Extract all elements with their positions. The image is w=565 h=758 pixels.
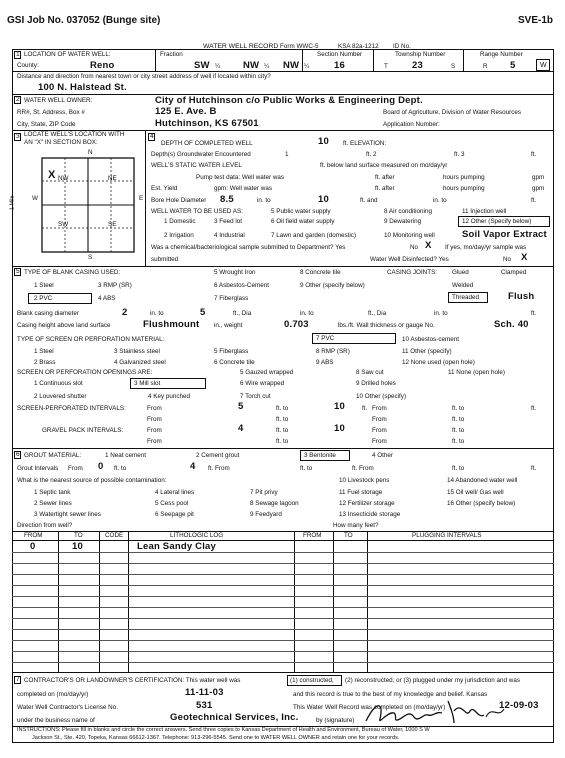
gpi-from-label: From (147, 427, 162, 434)
grout-ft-to-3: ft. to (452, 465, 465, 472)
county-value: Reno (90, 60, 115, 71)
blank-ft-dia-b: ft., Dia (368, 310, 387, 317)
log-row-line (12, 651, 554, 652)
township-value: 23 (412, 60, 423, 71)
casing-7: 7 Fiberglass (214, 295, 249, 302)
section-box-grid (42, 158, 142, 258)
disinfected-no: No (503, 256, 512, 263)
opening-1: 1 Continuous slot (34, 380, 83, 387)
screen-1: 1 Steel (34, 348, 54, 355)
contam-11: 11 Fuel storage (339, 489, 383, 496)
est-yield-gpm: gpm: Well water was (214, 185, 272, 192)
gpi-from-2: From (372, 427, 387, 434)
casing-5: 5 Wrought Iron (214, 269, 256, 276)
use-6: 6 Oil field water supply (271, 218, 335, 225)
log-row-line (12, 618, 554, 619)
blank-to-value: 5 (200, 307, 206, 318)
section-4-num: 4 (150, 133, 154, 140)
depth-value: 10 (318, 136, 329, 147)
yield-after: ft. after (375, 185, 395, 192)
pump-gpm: gpm (532, 174, 545, 181)
blank-dia-value: 2 (122, 307, 128, 318)
quarter-1: SW (194, 60, 210, 71)
screen-4: 4 Galvanized steel (114, 359, 166, 366)
gpi-ft-to-3: ft. to (276, 438, 289, 445)
quadrant-se: SE (108, 221, 117, 228)
depth-label: DEPTH OF COMPLETED WELL (161, 140, 253, 147)
casing-9: 9 Other (specify below) (300, 282, 365, 289)
log-row-line (12, 552, 554, 553)
bore-value: 8.5 (220, 194, 234, 205)
log-header-lithologic: LITHOLOGIC LOG (170, 532, 224, 539)
distance-label: Distance and direction from nearest town or city street address of well if located within city? (17, 73, 271, 80)
screen-6: 6 Concrete tile (214, 359, 255, 366)
contam-2: 2 Sewer lines (34, 500, 72, 507)
use-5: 5 Public water supply (271, 208, 331, 215)
joint-clamped: Clamped (501, 269, 527, 276)
screen-2: 2 Brass (34, 359, 56, 366)
contam-8: 8 Sewage lagoon (250, 500, 299, 507)
contam-3: 3 Watertight sewer lines (34, 511, 101, 518)
contam-6: 6 Seepage pit (155, 511, 194, 518)
log-row-to: 10 (72, 541, 83, 552)
section-3-num: 3 (16, 133, 20, 140)
spi-to-value: 10 (334, 401, 345, 412)
gpi-from-value: 4 (238, 423, 244, 434)
lbs-ft-label: lbs./ft. Wall thickness or gauge No. (338, 322, 435, 329)
quadrant-sw: SW (58, 221, 69, 228)
yield-gpm: gpm (532, 185, 545, 192)
opening-6: 6 Wire wrapped (240, 380, 285, 387)
est-yield-label: Est. Yield (151, 185, 178, 192)
owner-label: WATER WELL OWNER: (24, 97, 93, 104)
opening-4: 4 Key punched (148, 393, 191, 400)
gpi-from-3: From (147, 438, 162, 445)
log-header-to-2: TO (344, 532, 353, 539)
log-row-line (12, 585, 554, 586)
quarter-3: NW (283, 60, 300, 71)
gw-label: Depth(s) Groundwater Encountered (151, 151, 251, 158)
gw-1: 1 (285, 151, 289, 158)
grout-ft-to: ft. to (114, 465, 127, 472)
quarter-sym-1: ¼ (215, 63, 221, 70)
range-r: R (483, 63, 488, 70)
blank-dia-label: Blank casing diameter (17, 310, 79, 317)
pump-test-label: Pump test data: Well water was (196, 174, 285, 181)
rr-label: RR#, St. Address, Box # (17, 109, 85, 116)
static-label: WELL'S STATIC WATER LEVEL (151, 162, 242, 169)
log-row-line (12, 563, 554, 564)
contam-14: 14 Abandoned water well (447, 477, 518, 484)
section-number-label: Section Number (317, 51, 363, 58)
grout-2: 2 Cement grout (196, 452, 240, 459)
log-row-line (12, 629, 554, 630)
completed-label: completed on (mo/day/yr) (17, 691, 89, 698)
casing-2: 2 PVC (34, 295, 53, 302)
log-row-line (12, 607, 554, 608)
casing-joints-label: CASING JOINTS: (387, 269, 438, 276)
chem-no: No (410, 244, 419, 251)
joint-welded: Welded (452, 282, 474, 289)
pump-after: ft. after (375, 174, 395, 181)
bore-in-to: in. to (257, 197, 271, 204)
log-row-from: 0 (30, 541, 36, 552)
cert-constructed: (1) constructed, (290, 677, 334, 684)
opening-8: 8 Saw cut (356, 369, 384, 376)
spi-from-label: From (147, 405, 162, 412)
instructions-1: INSTRUCTIONS: Please fill in blanks and circle the correct answers. Send three copies to Kansas Department of Health and Environment, Bureau of Water, 1000 S W (17, 727, 430, 733)
record-label: This Water Well Record was completed on (mo/day/yr) (293, 704, 446, 711)
opening-10: 10 Other (specify) (356, 393, 407, 400)
well-id: SVE-1b (518, 15, 554, 26)
instructions-2: Jackson St., Ste. 420, Topeka, Kansas 66612-1367. Telephone: 913-296-5545. Send one to WATER WELL OWNER and retain one for your records. (32, 735, 400, 741)
elevation-label: ft. ELEVATION: (343, 140, 387, 147)
casing-label: TYPE OF BLANK CASING USED: (24, 269, 121, 276)
weight-label: in., weight (214, 322, 243, 329)
spi-ft-from: From (372, 405, 387, 412)
direction-label: Direction from well? (17, 522, 73, 529)
yield-hours: hours pumping (443, 185, 485, 192)
gpi-ft-to-4: ft. to (452, 438, 465, 445)
street-value: 125 E. Ave. B (155, 106, 217, 117)
record-date-value: 12-09-03 (499, 700, 539, 711)
bore-label: Bore Hole Diameter (151, 197, 207, 204)
pump-hours: hours pumping (443, 174, 485, 181)
gpi-ft-to-2: ft. to (452, 427, 465, 434)
grout-ft-end: ft. (531, 465, 537, 472)
opening-5: 5 Gauzed wrapped (240, 369, 294, 376)
opening-3: 3 Mill slot (134, 380, 161, 387)
log-row-desc: Lean Sandy Clay (137, 541, 217, 552)
screen-11: 11 Other (specify) (402, 348, 452, 355)
how-many-feet-label: How many feet? (333, 522, 379, 529)
use-3: 3 Feed lot (214, 218, 243, 225)
ksa-reference: KSA 82a-1212 (338, 43, 379, 50)
compass-e: E (139, 195, 144, 202)
log-header-from: FROM (24, 532, 43, 539)
grout-from-label: From (68, 465, 83, 472)
section-2-num: 2 (16, 96, 20, 103)
range-number-label: Range Number (480, 51, 523, 58)
grout-4: 4 Other (372, 452, 393, 459)
contam-16: 16 Other (specify below) (447, 500, 516, 507)
range-value: 5 (510, 60, 516, 71)
grout-from-value: 0 (98, 461, 104, 472)
spi-from-2: From (147, 416, 162, 423)
bore-to-value: 10 (318, 194, 329, 205)
openings-label: SCREEN OR PERFORATION OPENINGS ARE: (17, 369, 153, 376)
opening-11: 11 None (open hole) (448, 369, 505, 376)
contam-1: 1 Septic tank (34, 489, 71, 496)
grout-3: 3 Bentonite (304, 452, 336, 459)
use-4: 4 Industrial (214, 232, 245, 239)
use-10: 10 Monitoring well (384, 232, 435, 239)
gw-ft: ft. (531, 151, 537, 158)
joint-flush: Flush (508, 291, 535, 302)
contam-15: 15 Oil well/ Gas well (447, 489, 504, 496)
gw-ft3: ft. 3 (454, 151, 465, 158)
use-12: 12 Other (Specify below) (462, 218, 532, 225)
weight-value: 0.703 (284, 319, 309, 330)
use-8: 8 Air conditioning (384, 208, 432, 215)
township-s: S (451, 63, 456, 70)
disinfected-label: Water Well Disinfected? Yes (370, 256, 449, 263)
city-value: Hutchinson, KS 67501 (155, 118, 259, 129)
gauge-value: Sch. 40 (494, 319, 529, 330)
contam-10: 10 Livestock pens (339, 477, 390, 484)
height-value: Flushmount (143, 319, 200, 330)
use-9: 9 Dewatering (384, 218, 422, 225)
screen-5: 5 Fiberglass (214, 348, 249, 355)
contam-9: 9 Feedyard (250, 511, 282, 518)
city-label: City, State, ZIP Code (17, 121, 76, 128)
opening-9: 9 Drilled holes (356, 380, 396, 387)
spi-ft-1: ft. (362, 405, 368, 412)
job-number: GSI Job No. 037052 (Bunge site) (7, 15, 161, 26)
screen-material-label: TYPE OF SCREEN OR PERFORATION MATERIAL: (17, 336, 165, 343)
log-header-plugging: PLUGGING INTERVALS (412, 532, 482, 539)
quadrant-ne: NE (108, 175, 117, 182)
use-label: WELL WATER TO BE USED AS: (151, 208, 243, 215)
blank-ft-end: ft. (531, 310, 537, 317)
joint-glued: Glued (452, 269, 469, 276)
true-label: and this record is true to the best of my knowledge and belief. Kansas (293, 691, 488, 698)
contam-13: 13 Insecticide storage (339, 511, 401, 518)
license-label: Water Well Contractor's License No. (17, 704, 118, 711)
section-value: 16 (334, 60, 345, 71)
log-row-line (12, 640, 554, 641)
section-6-num: 6 (16, 451, 20, 458)
grout-to-value: 4 (190, 461, 196, 472)
contam-label: What is the nearest source of possible contamination: (17, 477, 167, 484)
grout-ft-to-2: ft. to (300, 465, 313, 472)
screen-3: 3 Stainless steel (114, 348, 160, 355)
mile-label: 1 Mile (9, 195, 16, 211)
business-label: under the business name of (17, 717, 95, 724)
spi-label: SCREEN-PERFORATED INTERVALS: (17, 405, 126, 412)
location-x-mark: X (48, 169, 56, 181)
screen-12: 12 None used (open hole) (402, 359, 475, 366)
casing-8: 8 Concrete tile (300, 269, 341, 276)
spi-from-value: 5 (238, 401, 244, 412)
casing-4: 4 ABS (98, 295, 116, 302)
township-number-label: Township Number (395, 51, 446, 58)
screen-10: 10 Asbestos-cement (402, 336, 460, 343)
compass-w: W (32, 195, 38, 202)
completed-value: 11-11-03 (185, 687, 224, 698)
form-title: WATER WELL RECORD (203, 43, 279, 50)
screen-9: 9 ABS (316, 359, 334, 366)
use-11: 11 Injection well (462, 208, 507, 215)
spi-from-3: From (372, 416, 387, 423)
cert-rest: (2) reconstructed, or (3) plugged under my jurisdiction and was (345, 677, 520, 684)
spi-ft-to-2: ft. to (452, 405, 465, 412)
opening-7: 7 Torch cut (240, 393, 271, 400)
bore-ft: ft. (531, 197, 537, 204)
chem-question: Was a chemical/bacteriological sample submitted to Department? Yes (151, 244, 346, 251)
quarter-sym-3: ¼ (304, 63, 310, 70)
grout-ft-from-2: ft. From (352, 465, 374, 472)
grout-1: 1 Neat cement (105, 452, 146, 459)
log-row-line (12, 596, 554, 597)
compass-s: S (88, 254, 93, 261)
log-header-to: TO (74, 532, 83, 539)
casing-6: 6 Asbestos-Cement (214, 282, 269, 289)
county-label: County: (17, 62, 39, 69)
form-frame (9, 49, 554, 743)
log-row-line (12, 662, 554, 663)
submitted-label: submitted (151, 256, 179, 263)
section-5-num: 5 (16, 268, 20, 275)
gpi-ft-to: ft. to (276, 427, 289, 434)
screen-8: 8 RMP (SR) (316, 348, 350, 355)
casing-3: 3 RMP (SR) (98, 282, 132, 289)
static-rest: ft. below land surface measured on mo/day/yr (320, 162, 448, 169)
use-1: 1 Domestic (164, 218, 196, 225)
application-number-label: Application Number: (383, 121, 440, 128)
bore-ft-and: ft. and (360, 197, 378, 204)
log-header-code: CODE (105, 532, 124, 539)
blank-in-to: in. to (150, 310, 164, 317)
soil-vapor-value: Soil Vapor Extract (462, 229, 547, 240)
gpi-to-value: 10 (334, 423, 345, 434)
bore-in-to-2: in. to (433, 197, 447, 204)
contam-5: 5 Cess pool (155, 500, 189, 507)
opening-2: 2 Louvered shutter (34, 393, 87, 400)
quarter-2: NW (243, 60, 260, 71)
range-w: W (540, 62, 547, 69)
owner-value: City of Hutchinson c/o Public Works & Engineering Dept. (155, 95, 423, 106)
cert-label: CONTRACTOR'S OR LANDOWNER'S CERTIFICATION: This water well was (24, 677, 241, 684)
log-row-line (12, 574, 554, 575)
compass-n: N (88, 149, 93, 156)
spi-ft-to-3: ft. to (276, 416, 289, 423)
gw-ft2: ft. 2 (366, 151, 377, 158)
board-label: Board of Agriculture, Division of Water Resources (383, 109, 522, 116)
blank-ft-dia: ft., Dia (233, 310, 252, 317)
license-value: 531 (196, 700, 213, 711)
signature-image (362, 697, 512, 727)
business-value: Geotechnical Services, Inc. (170, 712, 299, 723)
spi-ft-to-4: ft. to (452, 416, 465, 423)
blank-in-to-c: in. to (434, 310, 448, 317)
signature-label: by (signature) (316, 717, 355, 724)
contam-4: 4 Lateral lines (155, 489, 195, 496)
section-1-num: 1 (16, 51, 20, 58)
gpi-from-4: From (372, 438, 387, 445)
blank-in-to-b: in. to (300, 310, 314, 317)
use-7: 7 Lawn and garden (domestic) (271, 232, 357, 239)
fraction-label: Fraction (160, 51, 183, 58)
gpi-label: GRAVEL PACK INTERVALS: (42, 427, 124, 434)
disinfected-x: X (521, 252, 528, 263)
form-number: Form WWC-5 (280, 43, 319, 50)
id-number: ID No. (393, 43, 411, 50)
use-2: 2 Irrigation (164, 232, 194, 239)
spi-ft-to: ft. to (276, 405, 289, 412)
joint-threaded: Threaded (452, 294, 479, 301)
address-value: 100 N. Halstead St. (38, 82, 127, 93)
locate-label-1: LOCATE WELL'S LOCATION WITH (24, 131, 125, 138)
casing-1: 1 Steel (34, 282, 54, 289)
location-label: LOCATION OF WATER WELL: (24, 51, 111, 58)
grout-ft-from: ft. From (208, 465, 230, 472)
section-7-num: 7 (16, 676, 20, 683)
screen-7: 7 PVC (316, 335, 335, 342)
quarter-sym-2: ¼ (264, 63, 270, 70)
quadrant-nw: NW (58, 175, 69, 182)
township-t: T (384, 63, 388, 70)
spi-ft-end: ft. (531, 405, 537, 412)
if-yes-label: If yes, mo/day/yr sample was (445, 244, 527, 251)
locate-label-2: AN "X" IN SECTION BOX: (24, 139, 98, 146)
contam-12: 12 Fertilizer storage (339, 500, 395, 507)
height-label: Casing height above land surface (17, 322, 111, 329)
chem-x: X (425, 240, 432, 251)
log-header-from-2: FROM (303, 532, 322, 539)
grout-intervals-label: Grout Intervals (17, 465, 59, 472)
grout-label: GROUT MATERIAL: (24, 452, 82, 459)
contam-7: 7 Pit privy (250, 489, 278, 496)
